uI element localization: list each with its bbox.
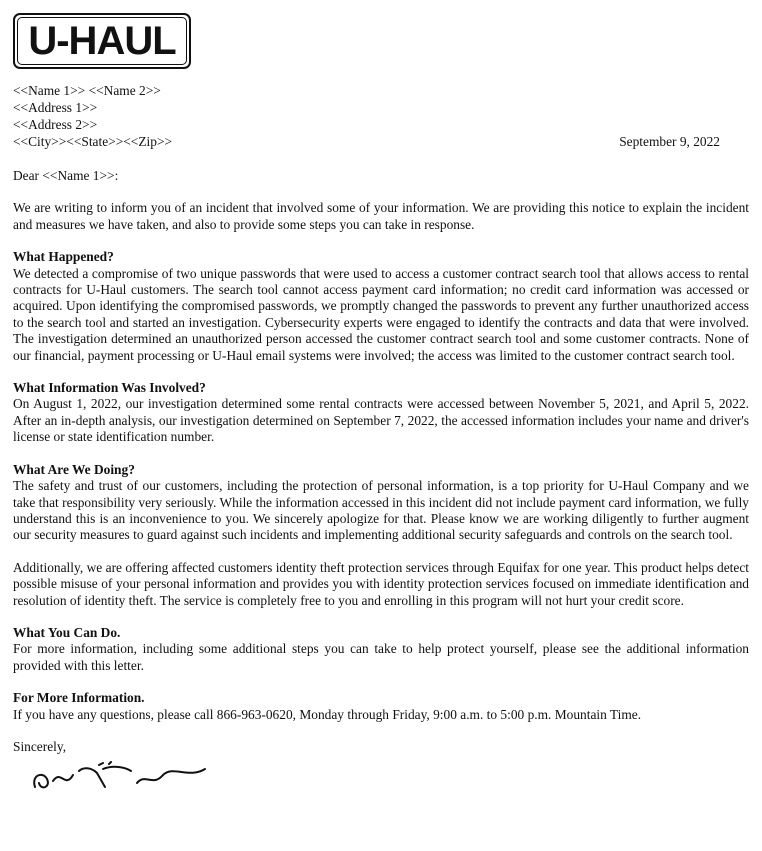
logo-text: U-HAUL (17, 17, 187, 65)
uhaul-logo (13, 13, 191, 69)
recipient-address (13, 83, 172, 151)
letter-date: September 9, 2022 (619, 134, 720, 149)
section-heading-what-happened: What Happened? (13, 249, 114, 265)
recipient-name-line: <<Name 1>> <<Name 2>> (13, 83, 161, 98)
section-text-more-information: If you have any questions, please call 866-963-0620, Monday through Friday, 9:00 a.m. to 5:00 p.m. Mountain Time. (13, 706, 642, 722)
section-heading-what-we-are-doing: What Are We Doing? (13, 461, 135, 477)
section-text-what-happened: We detected a compromise of two unique passwords that were used to access a customer contract search tool that allows access to rental contracts for U-Haul customers. The search tool cannot access payment card information; no credit card information was accessed or acquired. Upon identifying the compromised passwords, we promptly changed the passwords to prevent any further unauthorized access to the search tool and started an investigation. Cybersecurity experts were engaged to identify the contracts and data that were involved. The investigation determined an unauthorized person accessed the customer contract search tool and some customer contracts. None of our financial, payment processing or U-Haul email systems were involved; the access was limited to the customer contract search tool. (13, 265, 749, 363)
greeting: Dear <<Name 1>>: (13, 168, 119, 183)
letter-body (13, 168, 749, 791)
recipient-city-state-zip: <<City>><<State>><<Zip>> (13, 134, 173, 149)
section-text-information-involved: On August 1, 2022, our investigation determined some rental contracts were accessed between November 5, 2021, and April 5, 2022. After an in-depth analysis, our investigation determined on September 7, 2022, the accessed information includes your name and driver's license or state identification number. (13, 396, 749, 445)
intro-paragraph: We are writing to inform you of an incident that involved some of your information. We are providing this notice to explain the incident and measures we have taken, and also to provide some steps you can take in response. (13, 200, 749, 232)
section-heading-more-information: For More Information. (13, 690, 145, 706)
signature (13, 761, 749, 791)
section-text-what-we-are-doing: The safety and trust of our customers, including the protection of personal information, is a top priority for U-Haul Company and we take that responsibility very seriously. While the information accessed in this incident did not include payment card information, we fully understand this is an inconvenience to you. We sincerely apologize for that. Please know we are working diligently to further augment our security measures to guard against such incidents and implementing additional security safeguards and controls on the search tool. (13, 478, 749, 543)
section-heading-information-involved: What Information Was Involved? (13, 380, 206, 396)
section-text-what-you-can-do: For more information, including some additional steps you can take to help protect yourself, please see the additional information provided with this letter. (13, 641, 749, 673)
recipient-address-line-2: <<Address 2>> (13, 117, 98, 132)
signature-scribble (13, 761, 233, 791)
closing: Sincerely, (13, 738, 67, 754)
recipient-address-line-1: <<Address 1>> (13, 100, 98, 115)
section-heading-what-you-can-do: What You Can Do. (13, 624, 121, 640)
section-text-identity-protection: Additionally, we are offering affected customers identity theft protection services through Equifax for one year. This product helps detect possible misuse of your personal information and provides you with identity protection services focused on immediate identification and resolution of identity theft. The service is completely free to you and enrolling in this program will not hurt your credit score. (13, 559, 749, 608)
